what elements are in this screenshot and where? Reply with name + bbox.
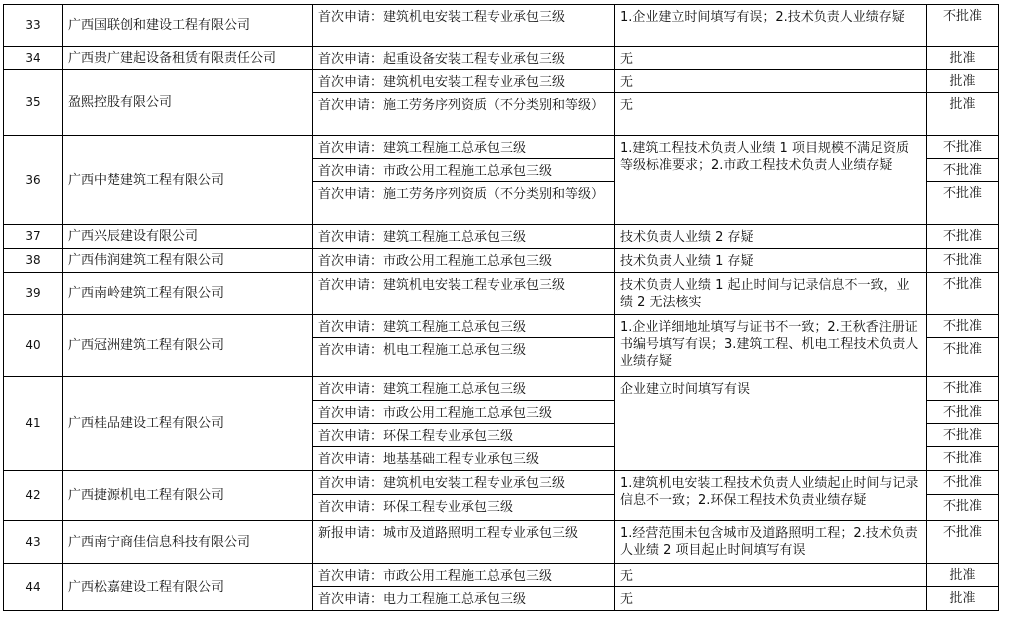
result-cell: 批准	[927, 564, 999, 587]
row-number: 39	[4, 273, 63, 315]
application-item: 首次申请：环保工程专业承包三级	[313, 424, 615, 447]
table-row	[4, 564, 999, 587]
issue-cell: 1.企业详细地址填写与证书不一致；2.王秋香注册证书编号填写有误；3.建筑工程、机电工程技术负责人业绩存疑	[615, 315, 927, 377]
result-cell: 批准	[927, 93, 999, 136]
company-name: 广西兴辰建设有限公司	[63, 225, 313, 249]
issue-cell: 无	[615, 587, 927, 611]
application-item: 首次申请：机电工程施工总承包三级	[313, 338, 615, 377]
application-item: 首次申请：建筑机电安装工程专业承包三级	[313, 273, 615, 315]
result-cell: 批准	[927, 47, 999, 70]
result-cell: 不批准	[927, 136, 999, 159]
company-name: 广西中楚建筑工程有限公司	[63, 136, 313, 225]
application-item: 首次申请：市政公用工程施工总承包三级	[313, 249, 615, 273]
result-cell: 不批准	[927, 182, 999, 225]
row-number: 38	[4, 249, 63, 273]
result-cell: 不批准	[927, 225, 999, 249]
issue-cell: 技术负责人业绩 1 起止时间与记录信息不一致，业绩 2 无法核实	[615, 273, 927, 315]
row-number: 35	[4, 70, 63, 136]
company-name: 广西伟润建筑工程有限公司	[63, 249, 313, 273]
issue-cell: 技术负责人业绩 2 存疑	[615, 225, 927, 249]
application-item: 首次申请：建筑机电安装工程专业承包三级	[313, 471, 615, 495]
row-number: 33	[4, 5, 63, 47]
issue-cell: 1.建筑工程技术负责人业绩 1 项目规模不满足资质等级标准要求；2.市政工程技术负责人业绩存疑	[615, 136, 927, 225]
application-item: 首次申请：建筑工程施工总承包三级	[313, 225, 615, 249]
issue-cell: 企业建立时间填写有误	[615, 377, 927, 471]
application-item: 首次申请：起重设备安装工程专业承包三级	[313, 47, 615, 70]
issue-cell: 无	[615, 70, 927, 93]
result-cell: 不批准	[927, 401, 999, 424]
application-item: 首次申请：建筑工程施工总承包三级	[313, 315, 615, 338]
result-cell: 不批准	[927, 424, 999, 447]
table-row	[4, 273, 999, 315]
approval-table	[3, 4, 999, 611]
application-item: 首次申请：环保工程专业承包三级	[313, 495, 615, 521]
result-cell: 不批准	[927, 377, 999, 401]
table-row	[4, 70, 999, 93]
row-number: 40	[4, 315, 63, 377]
issue-cell: 1.经营范围未包含城市及道路照明工程；2.技术负责人业绩 2 项目起止时间填写有误	[615, 521, 927, 564]
row-number: 42	[4, 471, 63, 521]
result-cell: 不批准	[927, 273, 999, 315]
application-item: 首次申请：市政公用工程施工总承包三级	[313, 564, 615, 587]
result-cell: 不批准	[927, 315, 999, 338]
company-name: 广西捷源机电工程有限公司	[63, 471, 313, 521]
company-name: 广西国联创和建设工程有限公司	[63, 5, 313, 47]
table-row	[4, 521, 999, 564]
company-name: 广西冠洲建筑工程有限公司	[63, 315, 313, 377]
row-number: 37	[4, 225, 63, 249]
application-item: 首次申请：建筑机电安装工程专业承包三级	[313, 5, 615, 47]
row-number: 44	[4, 564, 63, 611]
result-cell: 批准	[927, 70, 999, 93]
table-body	[4, 5, 999, 611]
issue-cell: 无	[615, 47, 927, 70]
result-cell: 不批准	[927, 5, 999, 47]
table-row	[4, 471, 999, 495]
table-row	[4, 377, 999, 401]
table-row	[4, 47, 999, 70]
application-item: 首次申请：施工劳务序列资质（不分类别和等级）	[313, 93, 615, 136]
result-cell: 不批准	[927, 447, 999, 471]
company-name: 广西南宁商佳信息科技有限公司	[63, 521, 313, 564]
row-number: 36	[4, 136, 63, 225]
application-item: 首次申请：地基基础工程专业承包三级	[313, 447, 615, 471]
table-row	[4, 136, 999, 159]
table-row	[4, 225, 999, 249]
result-cell: 不批准	[927, 521, 999, 564]
row-number: 41	[4, 377, 63, 471]
company-name: 广西松嘉建设工程有限公司	[63, 564, 313, 611]
table-row	[4, 315, 999, 338]
issue-cell: 技术负责人业绩 1 存疑	[615, 249, 927, 273]
application-item: 首次申请：市政公用工程施工总承包三级	[313, 159, 615, 182]
result-cell: 不批准	[927, 159, 999, 182]
application-item: 首次申请：建筑机电安装工程专业承包三级	[313, 70, 615, 93]
company-name: 广西贵广建起设备租赁有限责任公司	[63, 47, 313, 70]
application-item: 新报申请：城市及道路照明工程专业承包三级	[313, 521, 615, 564]
application-item: 首次申请：电力工程施工总承包三级	[313, 587, 615, 611]
application-item: 首次申请：市政公用工程施工总承包三级	[313, 401, 615, 424]
application-item: 首次申请：施工劳务序列资质（不分类别和等级）	[313, 182, 615, 225]
result-cell: 不批准	[927, 249, 999, 273]
result-cell: 不批准	[927, 471, 999, 495]
table-row	[4, 5, 999, 47]
issue-cell: 无	[615, 564, 927, 587]
application-item: 首次申请：建筑工程施工总承包三级	[313, 136, 615, 159]
result-cell: 不批准	[927, 338, 999, 377]
company-name: 盈熙控股有限公司	[63, 70, 313, 136]
issue-cell: 1.企业建立时间填写有误；2.技术负责人业绩存疑	[615, 5, 927, 47]
result-cell: 批准	[927, 587, 999, 611]
issue-cell: 1.建筑机电安装工程技术负责人业绩起止时间与记录信息不一致；2.环保工程技术负责业绩存疑	[615, 471, 927, 521]
row-number: 34	[4, 47, 63, 70]
application-item: 首次申请：建筑工程施工总承包三级	[313, 377, 615, 401]
result-cell: 不批准	[927, 495, 999, 521]
company-name: 广西南岭建筑工程有限公司	[63, 273, 313, 315]
issue-cell: 无	[615, 93, 927, 136]
table-row	[4, 249, 999, 273]
company-name: 广西桂品建设工程有限公司	[63, 377, 313, 471]
row-number: 43	[4, 521, 63, 564]
